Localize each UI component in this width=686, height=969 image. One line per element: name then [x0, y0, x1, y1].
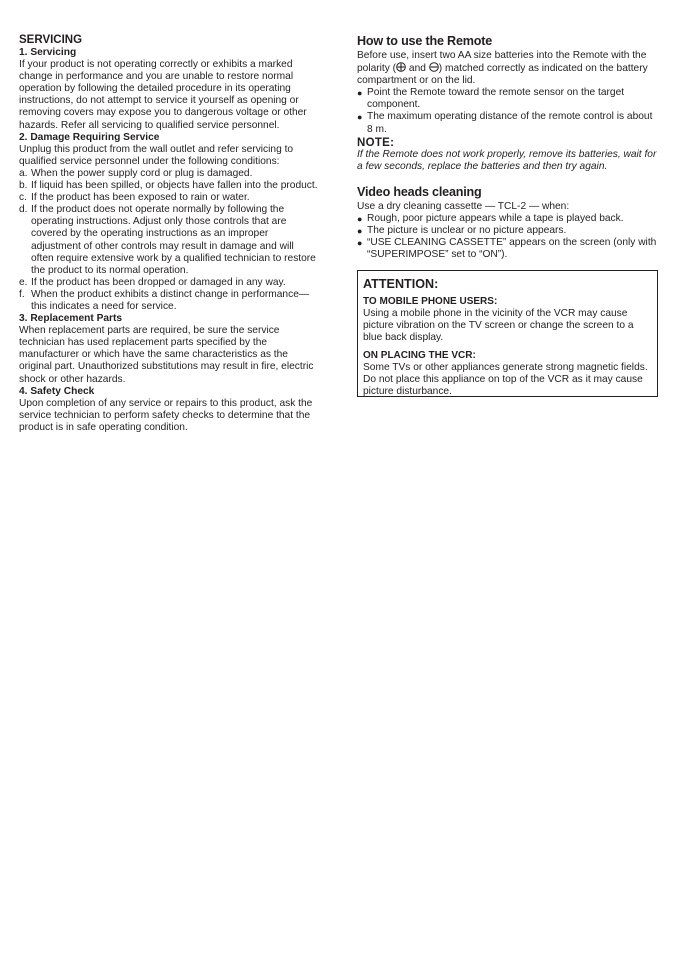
remote-bullets [357, 87, 657, 135]
list-item [19, 180, 319, 192]
heads-title: Video heads cleaning [357, 184, 482, 199]
attention-title: ATTENTION: [363, 277, 439, 291]
list-item-text: If liquid has been spilled, or objects have fallen into the product. [31, 180, 318, 192]
note-text: If the Remote does not work properly, remove its batteries, wait for a few seconds, replace the batteries and then try again. [357, 148, 657, 172]
list-item [357, 225, 657, 237]
list-item [19, 204, 319, 277]
minus-polarity-icon [429, 62, 439, 72]
list-item [357, 87, 657, 111]
list-marker: f. [19, 288, 25, 300]
mobile-text: Using a mobile phone in the vicinity of the VCR may cause picture vibration on the TV screen or change the screen to a blue back display. [363, 308, 634, 343]
list-marker: a. [19, 167, 28, 179]
placing-text: Some TVs or other appliances generate strong magnetic fields. Do not place this appliance on top of the VCR as it may cause picture disturbance. [363, 362, 648, 397]
list-item [19, 168, 319, 180]
mobile-heading: TO MOBILE PHONE USERS: [363, 296, 498, 307]
damage-heading: 2. Damage Requiring Service [19, 131, 160, 143]
bullet-icon: ● [357, 238, 363, 249]
damage-intro: Unplug this product from the wall outlet and refer servicing to qualified service personnel under the following conditions: [19, 143, 294, 167]
safety-text: Upon completion of any service or repairs to this product, ask the service technician to perform safety checks to determine that the product is in safe operating condition. [19, 397, 313, 433]
list-marker: c. [19, 192, 27, 204]
heads-bullets [357, 213, 657, 261]
list-marker: b. [19, 180, 28, 192]
remote-intro-b: ) matched correctly as indicated on the battery compartment or on the lid. [357, 63, 648, 87]
list-item-text: The maximum operating distance of the remote control is about 8 m. [367, 111, 653, 135]
safety-heading: 4. Safety Check [19, 385, 95, 397]
plus-polarity-icon [396, 62, 406, 72]
heads-intro: Use a dry cleaning cassette — TCL-2 — when: [357, 200, 570, 212]
servicing-text: If your product is not operating correctly or exhibits a marked change in performance and you are unable to restore normal operation by following the detailed procedure in its operating instructions, do not attempt to service it yourself as opening or removing covers may expose you to dangerous voltage or other hazards. Refer all servicing to qualified service personnel. [19, 59, 307, 131]
note-heading: NOTE: [357, 136, 395, 149]
list-item-text: When the power supply cord or plug is damaged. [31, 167, 253, 179]
list-item [19, 192, 319, 204]
placing-heading: ON PLACING THE VCR: [363, 350, 476, 361]
servicing-heading: 1. Servicing [19, 47, 77, 58]
list-item-text: If the product has been exposed to rain or water. [31, 192, 250, 204]
replacement-heading: 3. Replacement Parts [19, 313, 123, 325]
servicing-title: SERVICING [19, 34, 83, 46]
list-item-text: When the product exhibits a distinct change in performance—this indicates a need for service. [31, 288, 310, 312]
list-item-text: Point the Remote toward the remote sensor on the target component. [367, 87, 625, 111]
list-item-text: The picture is unclear or no picture appears. [367, 225, 567, 237]
list-item-text: Rough, poor picture appears while a tape is played back. [367, 212, 624, 224]
bullet-icon: ● [357, 88, 363, 99]
remote-intro-a: Before use, insert two AA size batteries into the Remote with the polarity ( [357, 50, 647, 75]
list-item [19, 277, 319, 289]
replacement-text: When replacement parts are required, be sure the service technician has used replacement parts specified by the manufacturer or which have the same characteristics as the original part. Unauthorized substitutions may result in fire, electric shock or other hazards. [19, 325, 314, 385]
remote-intro [357, 50, 657, 87]
list-item-text: “USE CLEANING CASSETTE” appears on the screen (only with “SUPERIMPOSE” set to “ON”). [367, 237, 657, 261]
damage-list [19, 168, 319, 313]
list-marker: e. [19, 276, 28, 288]
remote-intro-and: and [406, 63, 429, 75]
list-item [357, 237, 657, 261]
servicing-column [19, 34, 319, 434]
list-marker: d. [19, 204, 28, 216]
remote-title: How to use the Remote [357, 34, 493, 48]
bullet-icon: ● [357, 213, 363, 224]
list-item [19, 289, 319, 313]
attention-box [357, 270, 658, 397]
list-item-text: If the product has been dropped or damaged in any way. [31, 276, 286, 288]
bullet-icon: ● [357, 226, 363, 237]
list-item [357, 111, 657, 135]
list-item-text: If the product does not operate normally by following the operating instructions. Adjust only those controls that are covered by the operating instructions as an improper adjustment of other controls may result in damage and will often require extensive work by a qualified technician to restore the product to its normal operation. [31, 204, 316, 276]
remote-column [357, 34, 657, 261]
bullet-icon: ● [357, 112, 363, 123]
list-item [357, 213, 657, 225]
